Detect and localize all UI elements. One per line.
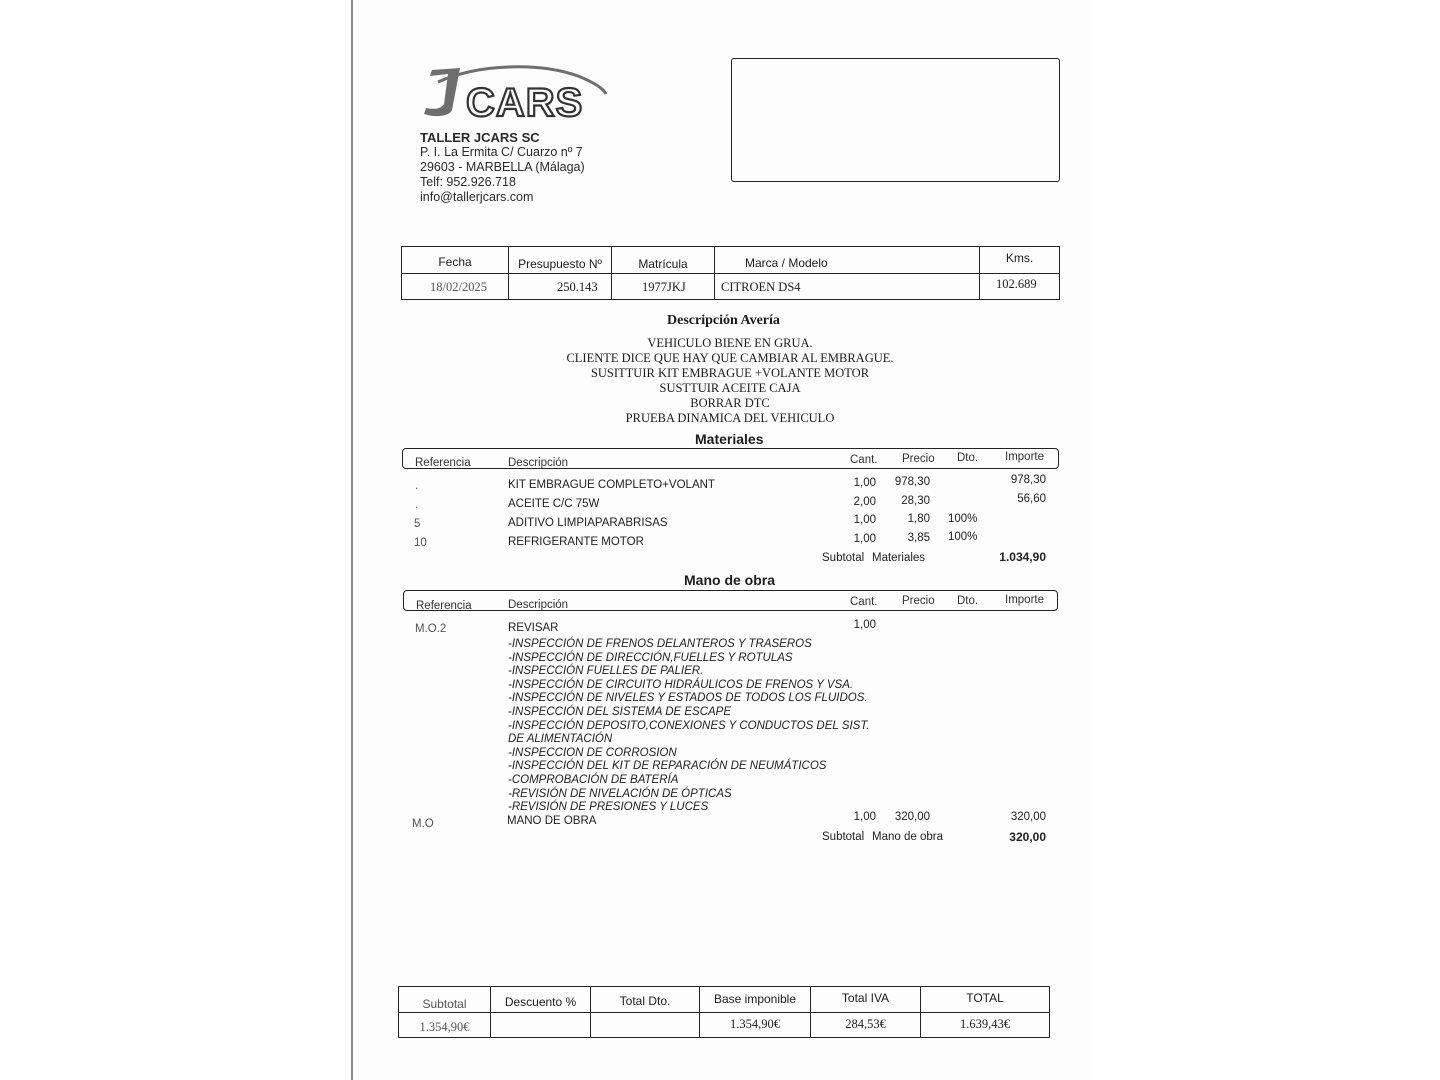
date-label: Fecha bbox=[438, 255, 472, 269]
material-price: 28,30 bbox=[901, 495, 930, 507]
inspection-checklist bbox=[508, 638, 870, 815]
totals-discount-label: Total Dto. bbox=[619, 994, 671, 1008]
totals-vat-value: 284,53€ bbox=[845, 1017, 886, 1031]
material-desc: REFRIGERANTE MOTOR bbox=[508, 536, 644, 548]
fault-title: Descripción Avería bbox=[667, 313, 780, 328]
checklist-item: -INSPECCIÓN DEL KIT DE REPARACIÓN DE NEUMÁTICOS bbox=[508, 760, 827, 773]
col-price-header: Precio bbox=[902, 453, 935, 465]
totals-discount-pct-label: Descuento % bbox=[504, 995, 577, 1009]
col-amount-header: Importe bbox=[1005, 451, 1044, 463]
km-label: Kms. bbox=[1005, 251, 1034, 265]
totals-total-cell bbox=[921, 987, 1049, 1037]
totals-total-label: TOTAL bbox=[966, 991, 1004, 1005]
checklist-item: -INSPECCIÓN DEPOSITO,CONEXIONES Y CONDUCTOS DEL SIST. bbox=[508, 719, 870, 732]
totals-base-value: 1.354,90€ bbox=[730, 1017, 780, 1031]
totals-subtotal-value: 1.354,90€ bbox=[419, 1020, 470, 1034]
fault-description bbox=[520, 336, 940, 426]
totals-table bbox=[398, 986, 1050, 1038]
company-address-line1: P. I. La Ermita C/ Cuarzo nº 7 bbox=[420, 145, 583, 159]
totals-total-value: 1.639,43€ bbox=[960, 1017, 1010, 1031]
make-model-cell bbox=[715, 247, 980, 299]
company-address-line2: 29603 - MARBELLA (Málaga) bbox=[420, 160, 585, 174]
totals-subtotal-label: Subtotal bbox=[422, 997, 467, 1011]
totals-base-label: Base imponible bbox=[713, 992, 797, 1006]
checklist-item: -INSPECCIÓN FUELLES DE PALIER. bbox=[508, 665, 704, 678]
material-price: 978,30 bbox=[894, 476, 930, 488]
document-header-table bbox=[401, 246, 1060, 300]
materials-subtotal-label: Subtotal bbox=[822, 552, 865, 564]
company-name: TALLER JCARS SC bbox=[420, 130, 540, 145]
material-qty: 1,00 bbox=[853, 477, 876, 489]
totals-vat-cell bbox=[811, 987, 921, 1037]
labour-subtotal-label: Subtotal bbox=[822, 831, 865, 843]
labour-desc: REVISAR bbox=[508, 622, 559, 634]
checklist-item: -INSPECCIÓN DE DIRECCIÓN,FUELLES Y ROTULAS bbox=[508, 651, 793, 664]
fault-line: SUSITTUIR KIT EMBRAGUE +VOLANTE MOTOR bbox=[590, 366, 870, 380]
material-discount: 100% bbox=[948, 531, 978, 543]
labour-subtotal-value: 320,00 bbox=[1009, 830, 1046, 844]
checklist-item: -REVISIÓN DE PRESIONES Y LUCES bbox=[508, 801, 709, 814]
make-model-value: CITROEN DS4 bbox=[721, 280, 801, 294]
col-price-header: Precio bbox=[902, 595, 935, 607]
col-desc-header: Descripción bbox=[508, 457, 569, 469]
material-qty: 1,00 bbox=[853, 514, 876, 526]
quote-number-value: 250.143 bbox=[557, 280, 598, 294]
date-value: 18/02/2025 bbox=[430, 280, 487, 294]
plate-value: 1977JKJ bbox=[642, 280, 686, 294]
materials-subtotal-value: 1.034,90 bbox=[999, 550, 1046, 564]
col-disc-header: Dto. bbox=[957, 452, 979, 464]
col-qty-header: Cant. bbox=[850, 454, 878, 466]
material-price: 3,85 bbox=[907, 532, 930, 544]
materials-subtotal-name: Materiales bbox=[872, 552, 926, 564]
company-info bbox=[420, 130, 585, 205]
checklist-item: -INSPECCIÓN DE CIRCUITO HIDRÁULICOS DE FRENOS Y VSA. bbox=[508, 678, 854, 691]
col-desc-header: Descripción bbox=[508, 599, 569, 611]
client-address-box bbox=[731, 58, 1060, 182]
material-ref: 10 bbox=[414, 537, 427, 549]
labour-ref: M.O bbox=[412, 818, 434, 830]
fault-line: PRUEBA DINAMICA DEL VEHICULO bbox=[625, 411, 835, 425]
checklist-item: -REVISIÓN DE NIVELACIÓN DE ÓPTICAS bbox=[508, 787, 732, 800]
material-ref: . bbox=[415, 480, 419, 492]
material-price: 1,80 bbox=[907, 513, 930, 525]
plate-label: Matrícula bbox=[638, 257, 688, 271]
material-desc: KIT EMBRAGUE COMPLETO+VOLANT bbox=[508, 479, 715, 491]
totals-discount-pct-cell bbox=[491, 987, 591, 1037]
checklist-item: DE ALIMENTACIÓN bbox=[508, 733, 613, 746]
material-qty: 2,00 bbox=[853, 496, 876, 508]
fault-line: SUSTTUIR ACEITE CAJA bbox=[659, 381, 801, 395]
labour-title: Mano de obra bbox=[684, 572, 776, 588]
totals-base-cell bbox=[700, 987, 811, 1037]
company-logo bbox=[418, 60, 613, 124]
materials-title: Materiales bbox=[695, 431, 764, 447]
make-model-label: Marca / Modelo bbox=[745, 256, 828, 270]
labour-amount: 320,00 bbox=[1010, 811, 1046, 823]
material-ref: 5 bbox=[414, 518, 421, 530]
labour-desc: MANO DE OBRA bbox=[507, 815, 597, 827]
checklist-item: -INSPECCIÓN DE NIVELES Y ESTADOS DE TODOS LOS FLUIDOS. bbox=[508, 692, 868, 705]
labour-qty: 1,00 bbox=[853, 619, 876, 631]
col-ref-header: Referencia bbox=[416, 600, 472, 612]
material-discount: 100% bbox=[948, 513, 978, 525]
material-desc: ADITIVO LIMPIAPARABRISAS bbox=[508, 517, 668, 529]
col-amount-header: Importe bbox=[1005, 594, 1044, 606]
material-amount: 56,60 bbox=[1017, 493, 1046, 505]
checklist-item: -COMPROBACIÓN DE BATERÍA bbox=[508, 773, 679, 786]
material-qty: 1,00 bbox=[853, 533, 876, 545]
totals-vat-label: Total IVA bbox=[841, 991, 890, 1005]
labour-qty: 1,00 bbox=[853, 811, 876, 823]
totals-subtotal-cell bbox=[399, 987, 491, 1037]
km-value: 102.689 bbox=[996, 277, 1037, 291]
checklist-item: -INSPECCION DE CORROSION bbox=[508, 746, 677, 759]
km-cell bbox=[980, 247, 1059, 299]
labour-price: 320,00 bbox=[894, 811, 930, 823]
labour-subtotal-name: Mano de obra bbox=[872, 831, 943, 843]
fault-line: CLIENTE DICE QUE HAY QUE CAMBIAR AL EMBRAGUE. bbox=[566, 351, 894, 365]
material-desc: ACEITE C/C 75W bbox=[508, 498, 600, 510]
company-email: info@tallerjcars.com bbox=[420, 190, 534, 204]
labour-ref: M.O.2 bbox=[415, 623, 447, 635]
fault-line: BORRAR DTC bbox=[690, 396, 770, 410]
company-phone: Telf: 952.926.718 bbox=[420, 175, 516, 189]
plate-cell bbox=[612, 247, 715, 299]
fault-line: VEHICULO BIENE EN GRUA. bbox=[647, 336, 813, 350]
material-ref: . bbox=[415, 499, 419, 511]
quote-number-label: Presupuesto Nº bbox=[518, 257, 602, 271]
quote-number-cell bbox=[509, 247, 612, 299]
material-amount: 978,30 bbox=[1010, 474, 1046, 486]
totals-discount-cell bbox=[591, 987, 700, 1037]
checklist-item: -INSPECCIÓN DE FRENOS DELANTEROS Y TRASEROS bbox=[508, 638, 812, 650]
date-cell bbox=[402, 247, 509, 299]
checklist-item: -INSPECCIÓN DEL SISTEMA DE ESCAPE bbox=[508, 705, 732, 718]
svg-text:CARS: CARS bbox=[466, 81, 584, 124]
col-ref-header: Referencia bbox=[415, 457, 471, 469]
col-qty-header: Cant. bbox=[850, 596, 878, 608]
col-disc-header: Dto. bbox=[957, 595, 979, 607]
